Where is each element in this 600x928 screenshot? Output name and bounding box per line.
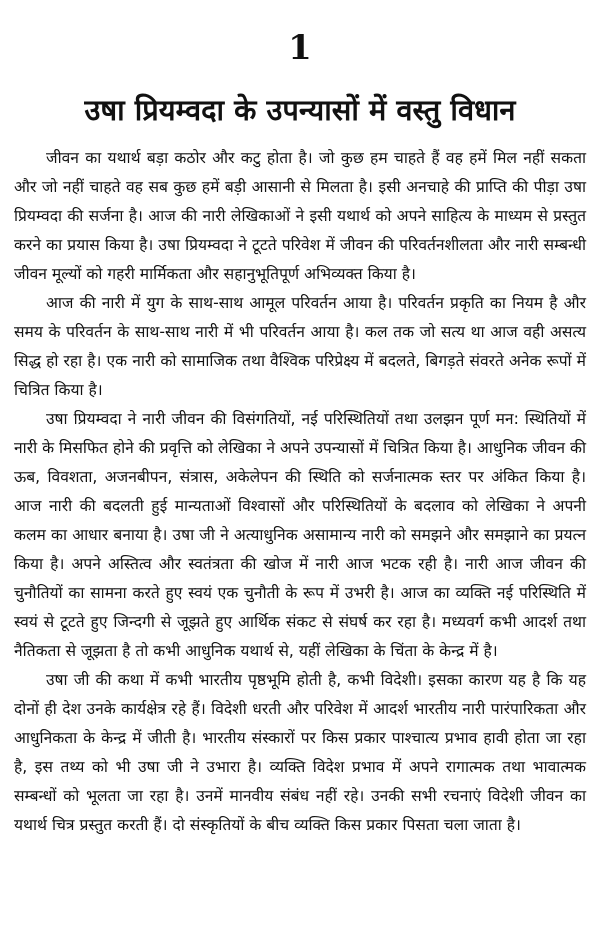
paragraph-3: उषा प्रियम्वदा ने नारी जीवन की विसंगतियों, नई परिस्थितियों तथा उलझन पूर्ण मन: स्थितियों में नारी के मिसफित होने की प्रवृत्ति को लेखिका ने अपने उपन्यासों में चित्रित किया है। आधुनिक जीवन की ऊब, विवशता, अजनबीपन, संत्रास, अकेलेपन की स्थिति को सर्जनात्मक स्तर पर अंकित किया है। आज नारी की बदलती हुई मान्यताओं विश्वासों और परिस्थितियों के बदलाव को लेखिका ने अपनी कलम का आधार बनाया है। उषा जी ने अत्याधुनिक असामान्य नारी को समझने और समझाने का प्रयत्न किया है। अपने अस्तित्व और स्वतंत्रता की खोज में नारी आज भटक रही है। नारी आज जीवन की चुनौतियों का सामना करते हुए स्वयं एक चुनौती के रूप में उभरी है। आज का व्यक्ति नई परिस्थिति में स्वयं से टूटते हुए जिन्दगी से जूझते हुए आर्थिक संकट से संघर्ष कर रहा है। मध्यवर्ग कभी आदर्श तथा नैतिकता से जूझता है तो कभी आधुनिक यथार्थ से, यहीं लेखिका के चिंता के केन्द्र में है।	[14, 410, 586, 660]
paragraph-4: उषा जी की कथा में कभी भारतीय पृष्ठभूमि होती है, कभी विदेशी। इसका कारण यह है कि यह दोनों ही देश उनके कार्यक्षेत्र रहे हैं। विदेशी धरती और परिवेश में आदर्श भारतीय नारी पारंपारिकता और आधुनिकता के केन्द्र में जीती है। भारतीय संस्कारों पर किस प्रकार पाश्चात्य प्रभाव हावी होता जा रहा है, इस तथ्य को भी उषा जी ने उभारा है। व्यक्ति विदेश प्रभाव में अपने रागात्मक तथा भावात्मक सम्बन्धों को भूलता जा रहा है। उनमें मानवीय संबंध नहीं रहे। उनकी सभी रचनाएं विदेशी जीवन का यथार्थ चित्र प्रस्तुत करती हैं। दो संस्कृतियों के बीच व्यक्ति किस प्रकार पिसता चला जाता है।	[14, 671, 586, 834]
chapter-body	[14, 144, 586, 840]
book-page	[14, 0, 586, 928]
paragraph-1: जीवन का यथार्थ बड़ा कठोर और कटु होता है। जो कुछ हम चाहते हैं वह हमें मिल नहीं सकता और जो नहीं चाहते वह सब कुछ हमें बड़ी आसानी से मिलता है। इसी अनचाहे की प्राप्ति की पीड़ा उषा प्रियम्वदा की सर्जना है। आज की नारी लेखिकाओं ने इसी यथार्थ को अपने साहित्य के माध्यम से प्रस्तुत करने का प्रयास किया है। उषा प्रियम्वदा ने टूटते परिवेश में जीवन की परिवर्तनशीलता और नारी सम्बन्धी जीवन मूल्यों को गहरी मार्मिकता और सहानुभूतिपूर्ण अभिव्यक्त किया है।	[14, 149, 586, 283]
paragraph-2: आज की नारी में युग के साथ-साथ आमूल परिवर्तन आया है। परिवर्तन प्रकृति का नियम है और समय के परिवर्तन के साथ-साथ नारी में भी परिवर्तन आया है। कल तक जो सत्य था आज वही असत्य सिद्ध हो रहा है। एक नारी को सामाजिक तथा वैश्विक परिप्रेक्ष्य में बदलते, बिगड़ते संवरते अनेक रूपों में चित्रित किया है।	[14, 294, 586, 399]
chapter-number: 1	[288, 28, 312, 68]
chapter-title: उषा प्रियम्वदा के उपन्यासों में वस्तु विधान	[84, 93, 516, 127]
